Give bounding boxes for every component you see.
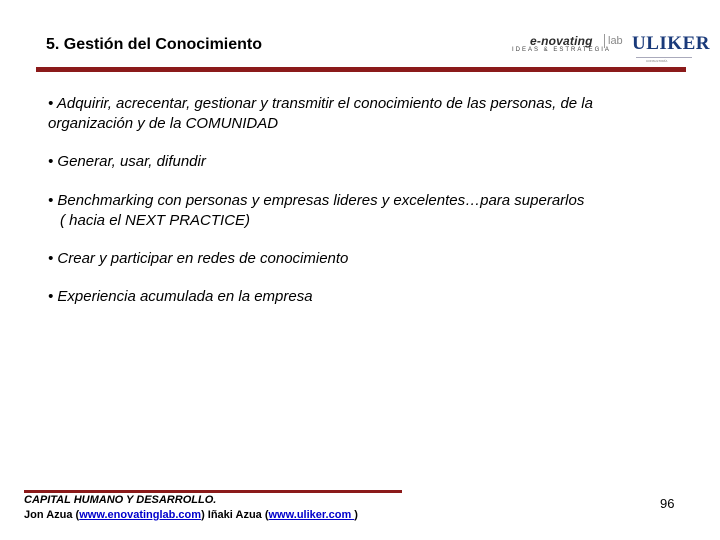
uliker-logo-underline [636,57,692,58]
bullet-text: • Crear y participar en redes de conocimiento [48,250,349,267]
bullet-item [48,152,693,172]
bullet-text: • Generar, usar, difundir [48,153,206,170]
enovating-logo-word: e-novating [530,34,593,48]
header-divider [36,67,686,72]
bullet-item [48,287,693,307]
enovating-logo [510,34,622,60]
footer-author2: ) Iñaki Azua ( [201,509,269,521]
bullet-text: • Experiencia acumulada en la empresa [48,288,313,305]
bullet-item [48,249,693,269]
uliker-logo-tagline: CONSULTORÍA [646,59,668,63]
page-title: 5. Gestión del Conocimiento [46,36,263,53]
enovatinglab-link[interactable]: www.enovatinglab.com [79,509,202,521]
enovating-logo-lab: lab [604,34,623,48]
bullet-text-continued: ( hacia el NEXT PRACTICE) [60,212,251,229]
page-number: 96 [660,496,675,511]
footer-author1: Jon Azua ( [24,509,80,521]
uliker-link[interactable]: www.uliker.com [268,509,355,521]
footer-course-title: CAPITAL HUMANO Y DESARROLLO. [24,494,217,506]
enovating-logo-tagline: IDEAS & ESTRATEGIA [512,47,611,53]
bullet-text-continued: organización y de la COMUNIDAD [48,115,279,132]
bullet-text: • Benchmarking con personas y empresas lideres y excelentes…para superarlos [48,192,585,209]
footer-authors [24,508,358,523]
bullet-item [48,94,693,134]
uliker-logo [632,33,710,63]
uliker-logo-word: ULIKER [632,33,710,54]
footer-close-paren: ) [354,509,358,521]
bullet-item [48,191,693,231]
bullet-text: • Adquirir, acrecentar, gestionar y transmitir el conocimiento de las personas, de la [48,95,593,112]
footer-credits [24,493,358,523]
